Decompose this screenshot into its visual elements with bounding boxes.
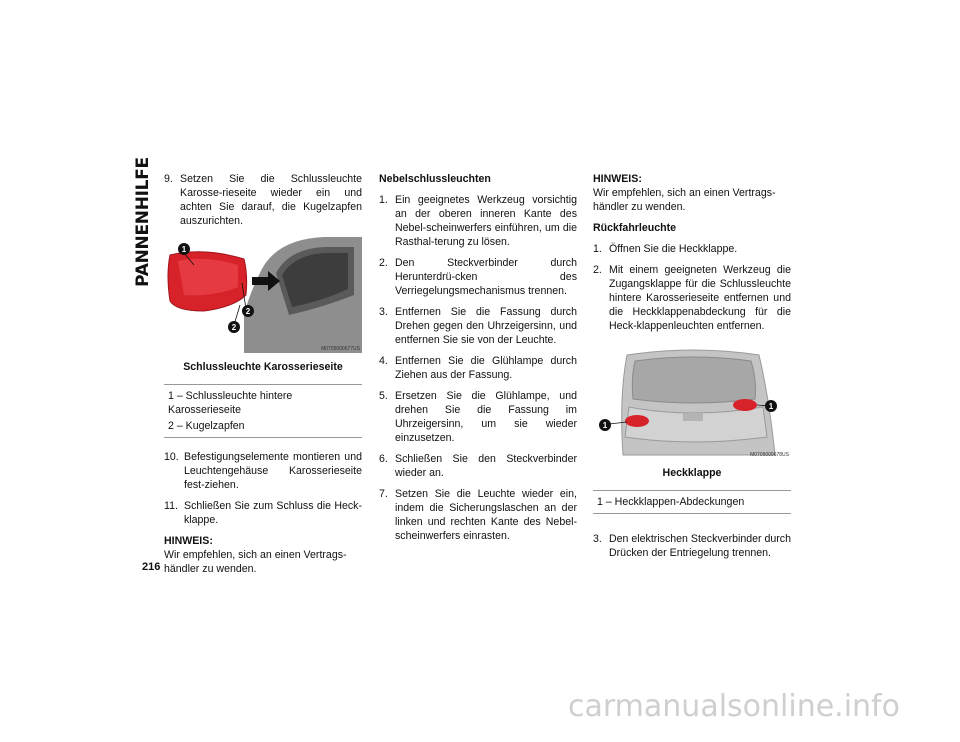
step-text: Entfernen Sie die Glühlampe durch Ziehen aus der Fassung. <box>395 355 577 381</box>
figure-caption: Schlussleuchte Karosserieseite <box>183 361 343 373</box>
figure-liftgate <box>593 347 791 463</box>
step-text: Den Steckverbinder durch Herunterdrü-cken des Verriegelungsmechanismus trennen. <box>395 257 577 297</box>
step-text: Schließen Sie den Steckverbinder wieder an. <box>395 453 577 479</box>
step-text: Befestigungselemente montieren und Leuchtengehäuse Karosserieseite fest-ziehen. <box>184 451 362 491</box>
section-heading: Nebelschlussleuchten <box>379 173 491 185</box>
figure-caption: Heckklappe <box>662 467 722 479</box>
right-cover-light <box>733 399 757 411</box>
step-number: 2. <box>379 257 388 269</box>
taillight-illustration <box>164 235 362 353</box>
step-9 <box>164 172 362 228</box>
step-number: 9. <box>164 173 173 185</box>
left-cover-light <box>625 415 649 427</box>
step-10 <box>164 450 362 492</box>
legend-row: 1 – Schlussleuchte hintere Karosserieseite <box>168 390 293 416</box>
figure-code: M0705000678US <box>750 452 789 458</box>
step-2 <box>379 256 577 298</box>
callout-2-lower-label: 2 <box>231 323 237 332</box>
step-number: 1. <box>379 194 388 206</box>
step-number: 1. <box>593 243 602 255</box>
step-text: Setzen Sie die Schlussleuchte Karosse-rieseite wieder ein und achten Sie darauf, die Kugelzapfen auszurichten. <box>180 173 362 227</box>
step-number: 5. <box>379 390 388 402</box>
step-2 <box>593 263 791 333</box>
note-text: Wir empfehlen, sich an einen Vertrags-händler zu wenden. <box>593 187 776 213</box>
step-number: 3. <box>379 306 388 318</box>
step-4 <box>379 354 577 382</box>
step-number: 7. <box>379 488 388 500</box>
step-text: Mit einem geeigneten Werkzeug die Zugangsklappe für die Schlussleuchte hintere Karosserieseite entfernen und die Heckklappenabdeckung für die Heck-klappenleuchten entfernen. <box>609 264 791 332</box>
callout-1-label: 1 <box>181 245 187 254</box>
callout-2-upper-label: 2 <box>245 307 251 316</box>
step-1 <box>379 193 577 249</box>
watermark: carmanualsonline.info <box>568 689 900 724</box>
legend <box>593 490 791 514</box>
note-title: HINWEIS: <box>164 535 213 547</box>
taillight-highlight <box>178 259 238 296</box>
section-title: PANNENHILFE <box>133 157 154 287</box>
step-text: Schließen Sie zum Schluss die Heck-klappe. <box>184 500 362 526</box>
figure-taillight-body-side <box>164 235 362 357</box>
liftgate-illustration <box>593 347 791 459</box>
callout-1-left-label: 1 <box>602 421 608 430</box>
note <box>164 534 362 576</box>
step-text: Setzen Sie die Leuchte wieder ein, indem die Sicherungslaschen an der linken und rechten Kante des Nebel-scheinwerfers einrasten. <box>395 488 577 542</box>
step-7 <box>379 487 577 543</box>
section-tab <box>128 157 158 287</box>
section-heading: Rückfahrleuchte <box>593 222 677 234</box>
step-number: 3. <box>593 533 602 545</box>
column-3 <box>593 172 791 567</box>
step-3 <box>379 305 577 347</box>
figure-code: M0705000677US <box>321 346 360 352</box>
step-1 <box>593 242 791 256</box>
column-1 <box>164 172 362 583</box>
step-text: Entfernen Sie die Fassung durch Drehen gegen den Uhrzeigersinn, und entfernen Sie sie von der Leuchte. <box>395 306 577 346</box>
step-text: Ersetzen Sie die Glühlampe, und drehen Sie die Fassung im Uhrzeigersinn, um sie wieder einzusetzen. <box>395 390 577 444</box>
step-text: Den elektrischen Steckverbinder durch Drücken der Entriegelung trennen. <box>609 533 791 559</box>
emblem-plate <box>683 413 703 421</box>
page-number: 216 <box>142 561 161 573</box>
step-3 <box>593 532 791 560</box>
step-text: Öffnen Sie die Heckklappe. <box>609 243 738 255</box>
note <box>593 172 791 214</box>
step-number: 4. <box>379 355 388 367</box>
note-title: HINWEIS: <box>593 173 642 185</box>
legend-row: 2 – Kugelzapfen <box>168 420 245 432</box>
legend-row: 1 – Heckklappen-Abdeckungen <box>597 496 745 508</box>
step-text: Ein geeignetes Werkzeug vorsichtig an der oberen inneren Kante des Nebel-scheinwerfers einführen, um die Rasthal-terung zu lösen. <box>395 194 577 248</box>
step-number: 11. <box>164 500 178 512</box>
callout-1-right-label: 1 <box>768 402 774 411</box>
note-text: Wir empfehlen, sich an einen Vertrags-händler zu wenden. <box>164 549 347 575</box>
step-number: 10. <box>164 451 179 463</box>
column-2 <box>379 172 577 550</box>
step-6 <box>379 452 577 480</box>
step-5 <box>379 389 577 445</box>
step-number: 6. <box>379 453 388 465</box>
legend <box>164 384 362 438</box>
liftgate-window <box>632 357 755 403</box>
step-11 <box>164 499 362 527</box>
step-number: 2. <box>593 264 602 276</box>
